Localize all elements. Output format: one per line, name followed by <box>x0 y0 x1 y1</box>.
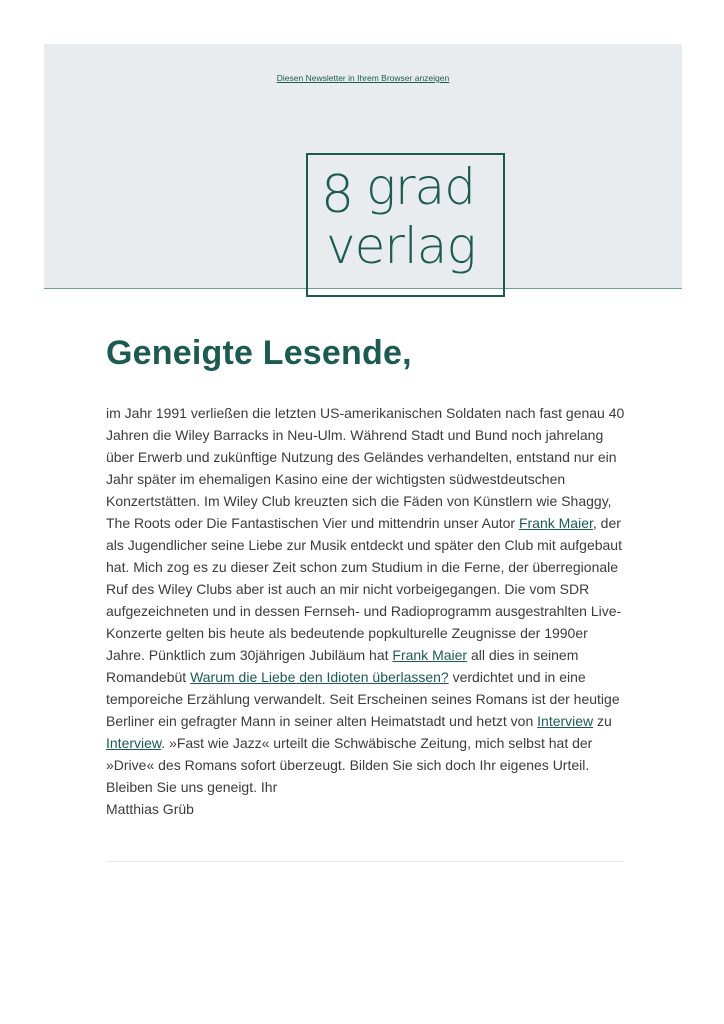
newsletter-header <box>44 44 682 289</box>
interview-link-1[interactable]: Interview <box>537 713 594 729</box>
signature: Matthias Grüb <box>106 801 194 817</box>
closing-line: Bleiben Sie uns geneigt. Ihr <box>106 779 278 795</box>
interview-link-2[interactable]: Interview <box>106 735 162 751</box>
section-divider <box>106 861 624 862</box>
body-text-segment: zu <box>593 713 612 729</box>
newsletter-body <box>106 402 626 820</box>
author-link-frank-maier[interactable]: Frank Maier <box>392 647 468 663</box>
logo-text-8: 8 <box>321 165 353 225</box>
body-text-segment: im Jahr 1991 verließen die letzten US-amerikanischen Soldaten nach fast genau 40 Jahren die Wiley Barracks in Neu-Ulm. Während Stadt und Bund noch jahrelang über Erwerb und zukünftige Nutzung des Geländes verhandelten, entstand nur ein Jahr später im ehemaligen Kasino eine der wichtigsten südwestdeutschen Konzertstätten. Im Wiley Club kreuzten sich die Fäden von Künstlern wie Shaggy, The Roots oder Die Fantastischen Vier und mittendrin unser Autor <box>106 405 625 531</box>
logo-text-grad: grad <box>366 158 475 216</box>
body-text-segment: . »Fast wie Jazz« urteilt die Schwäbische Zeitung, mich selbst hat der »Drive« des Romans sofort überzeugt. Bilden Sie sich doch Ihr eigenes Urteil. <box>106 735 593 773</box>
body-text-segment: , der als Jugendlicher seine Liebe zur Musik entdeckt und später den Club mit aufgebaut hat. Mich zog es zu dieser Zeit schon zum Studium in die Ferne, der überregionale Ruf des Wiley Clubs aber ist auch an mir nicht vorbeigegangen. Die vom SDR aufgezeichneten und in dessen Fernseh- und Radioprogramm ausgestrahlten Live-Konzerte gelten bis heute als bedeutende popkulturelle Zeugnisse der 1990er Jahre. Pünktlich zum 30jährigen Jubiläum hat <box>106 515 622 663</box>
greeting-heading: Geneigte Lesende, <box>106 334 412 372</box>
author-link-frank-maier[interactable]: Frank Maier <box>518 515 593 531</box>
body-text-segment: verdichtet und in eine temporeiche Erzählung verwandelt. Seit Erscheinen seines Romans ist der heutige Berliner ein gefragter Mann in seiner alten Heimatstadt und hetzt von <box>106 669 620 729</box>
8grad-verlag-logo[interactable] <box>306 153 505 297</box>
book-title-link[interactable]: Warum die Liebe den Idioten überlassen? <box>190 669 449 685</box>
view-in-browser-link[interactable]: Diesen Newsletter in Ihrem Browser anzeigen <box>276 73 450 83</box>
logo-text-verlag: verlag <box>326 217 476 275</box>
body-text-segment: all dies in seinem Romandebüt <box>106 647 579 685</box>
